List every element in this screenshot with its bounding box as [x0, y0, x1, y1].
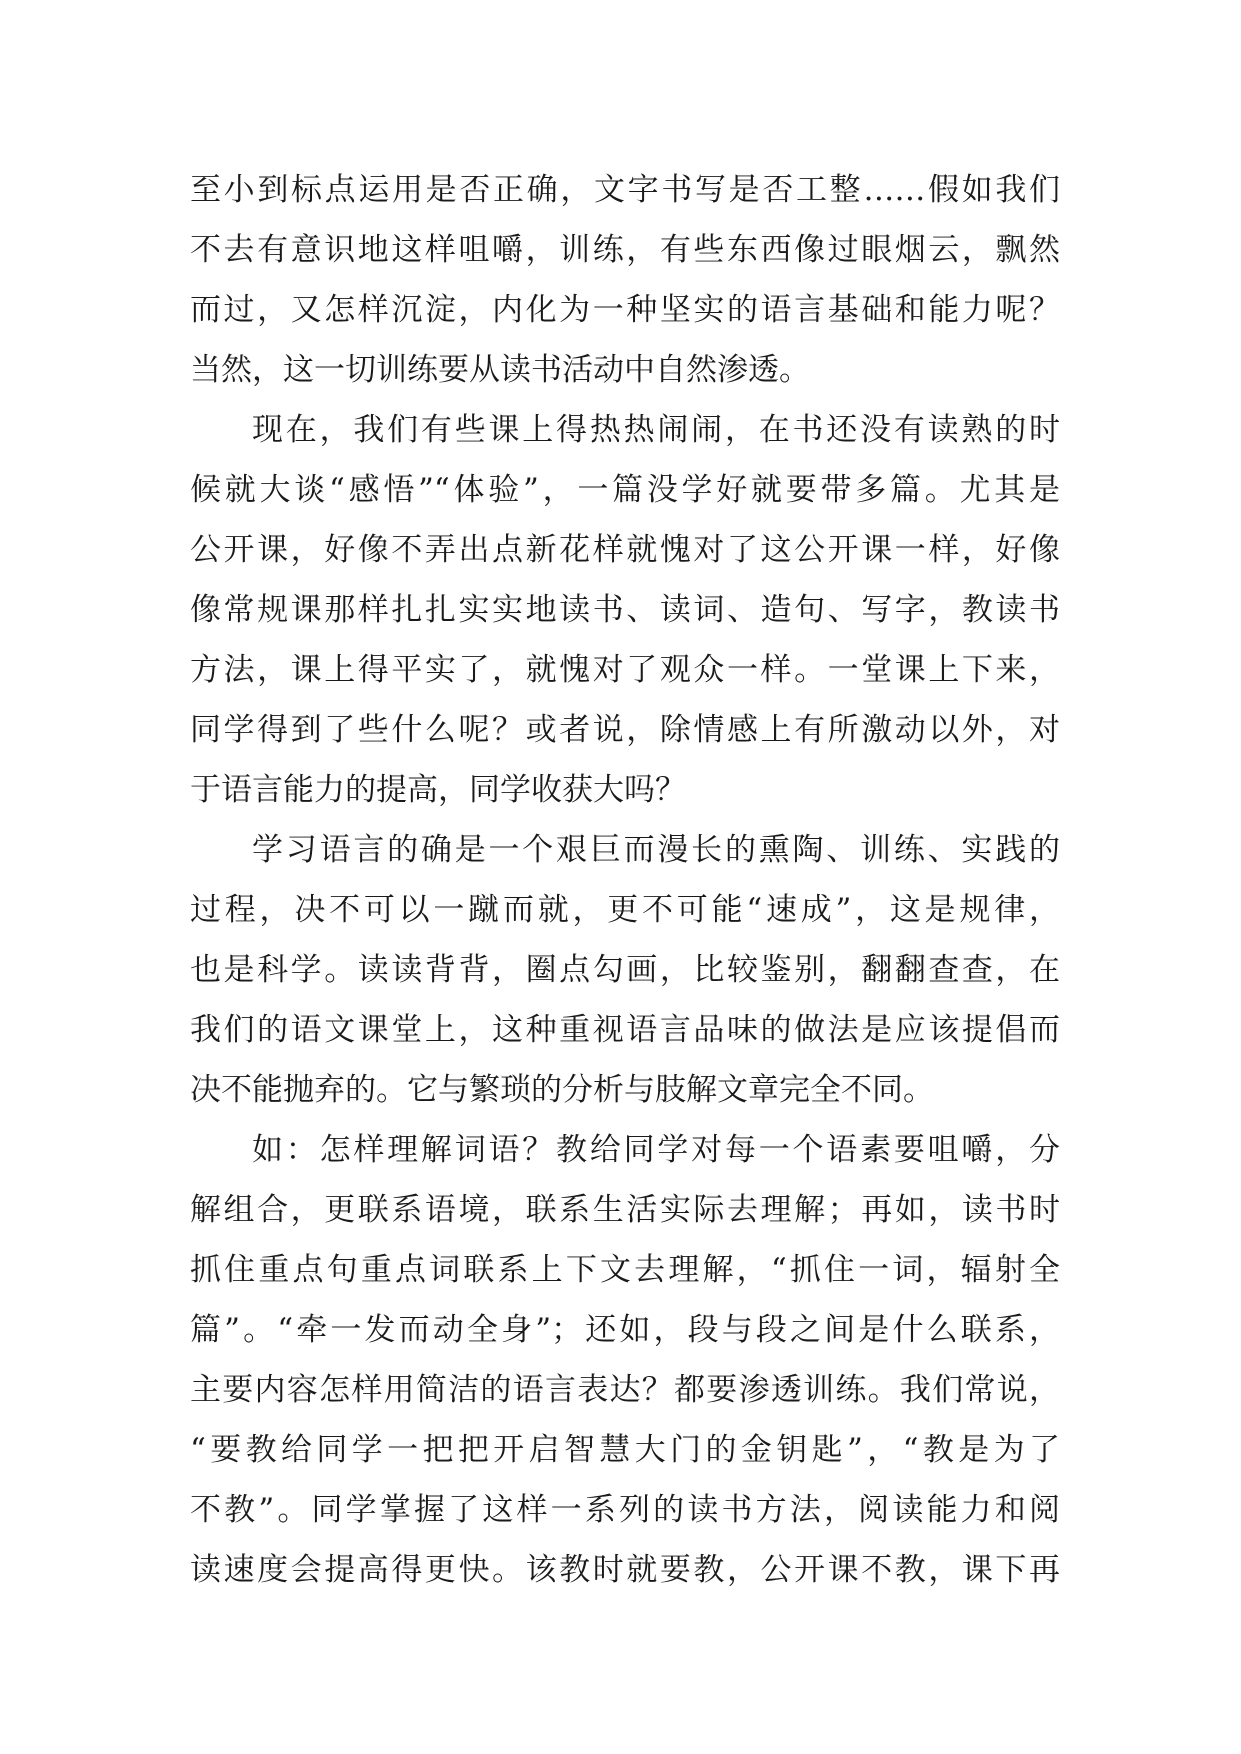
- text-line: 我们的语文课堂上，这种重视语言品味的做法是应该提倡而: [190, 1012, 1060, 1048]
- text-line: 解组合，更联系语境，联系生活实际去理解；再如，读书时: [190, 1192, 1060, 1228]
- text-line: 于语言能力的提高，同学收获大吗？: [190, 772, 686, 808]
- text-line: 而过，又怎样沉淀，内化为一种坚实的语言基础和能力呢？: [190, 292, 1060, 328]
- text-line: 当然，这一切训练要从读书活动中自然渗透。: [190, 352, 810, 388]
- text-line: “要教给同学一把把开启智慧大门的金钥匙”，“教是为了: [190, 1432, 1060, 1468]
- paragraph-first-line: 现在，我们有些课上得热热闹闹，在书还没有读熟的时: [252, 412, 1060, 448]
- text-line: 至小到标点运用是否正确，文字书写是否工整……假如我们: [190, 172, 1060, 208]
- text-line: 候就大谈“感悟”“体验”，一篇没学好就要带多篇。尤其是: [190, 472, 1060, 508]
- text-line: 不去有意识地这样咀嚼，训练，有些东西像过眼烟云，飘然: [190, 232, 1060, 268]
- text-line: 公开课，好像不弄出点新花样就愧对了这公开课一样，好像: [190, 532, 1060, 568]
- text-line: 方法，课上得平实了，就愧对了观众一样。一堂课上下来，: [190, 652, 1060, 688]
- text-line: 像常规课那样扎扎实实地读书、读词、造句、写字，教读书: [190, 592, 1060, 628]
- text-line: 不教”。同学掌握了这样一系列的读书方法，阅读能力和阅: [190, 1492, 1060, 1528]
- text-line: 过程，决不可以一蹴而就，更不可能“速成”，这是规律，: [190, 892, 1060, 928]
- text-line: 也是科学。读读背背，圈点勾画，比较鉴别，翻翻查查，在: [190, 952, 1060, 988]
- text-line: 篇”。“牵一发而动全身”；还如，段与段之间是什么联系，: [190, 1312, 1060, 1348]
- paragraph-first-line: 如：怎样理解词语？教给同学对每一个语素要咀嚼，分: [252, 1132, 1060, 1168]
- text-line: 读速度会提高得更快。该教时就要教，公开课不教，课下再: [190, 1552, 1060, 1588]
- body-text: [190, 160, 1060, 1600]
- paragraph-first-line: 学习语言的确是一个艰巨而漫长的熏陶、训练、实践的: [252, 832, 1060, 868]
- text-line: 同学得到了些什么呢？或者说，除情感上有所激动以外，对: [190, 712, 1060, 748]
- text-line: 主要内容怎样用简洁的语言表达？都要渗透训练。我们常说，: [190, 1372, 1060, 1408]
- text-line: 决不能抛弃的。它与繁琐的分析与肢解文章完全不同。: [190, 1072, 934, 1108]
- text-line: 抓住重点句重点词联系上下文去理解，“抓住一词，辐射全: [190, 1252, 1060, 1288]
